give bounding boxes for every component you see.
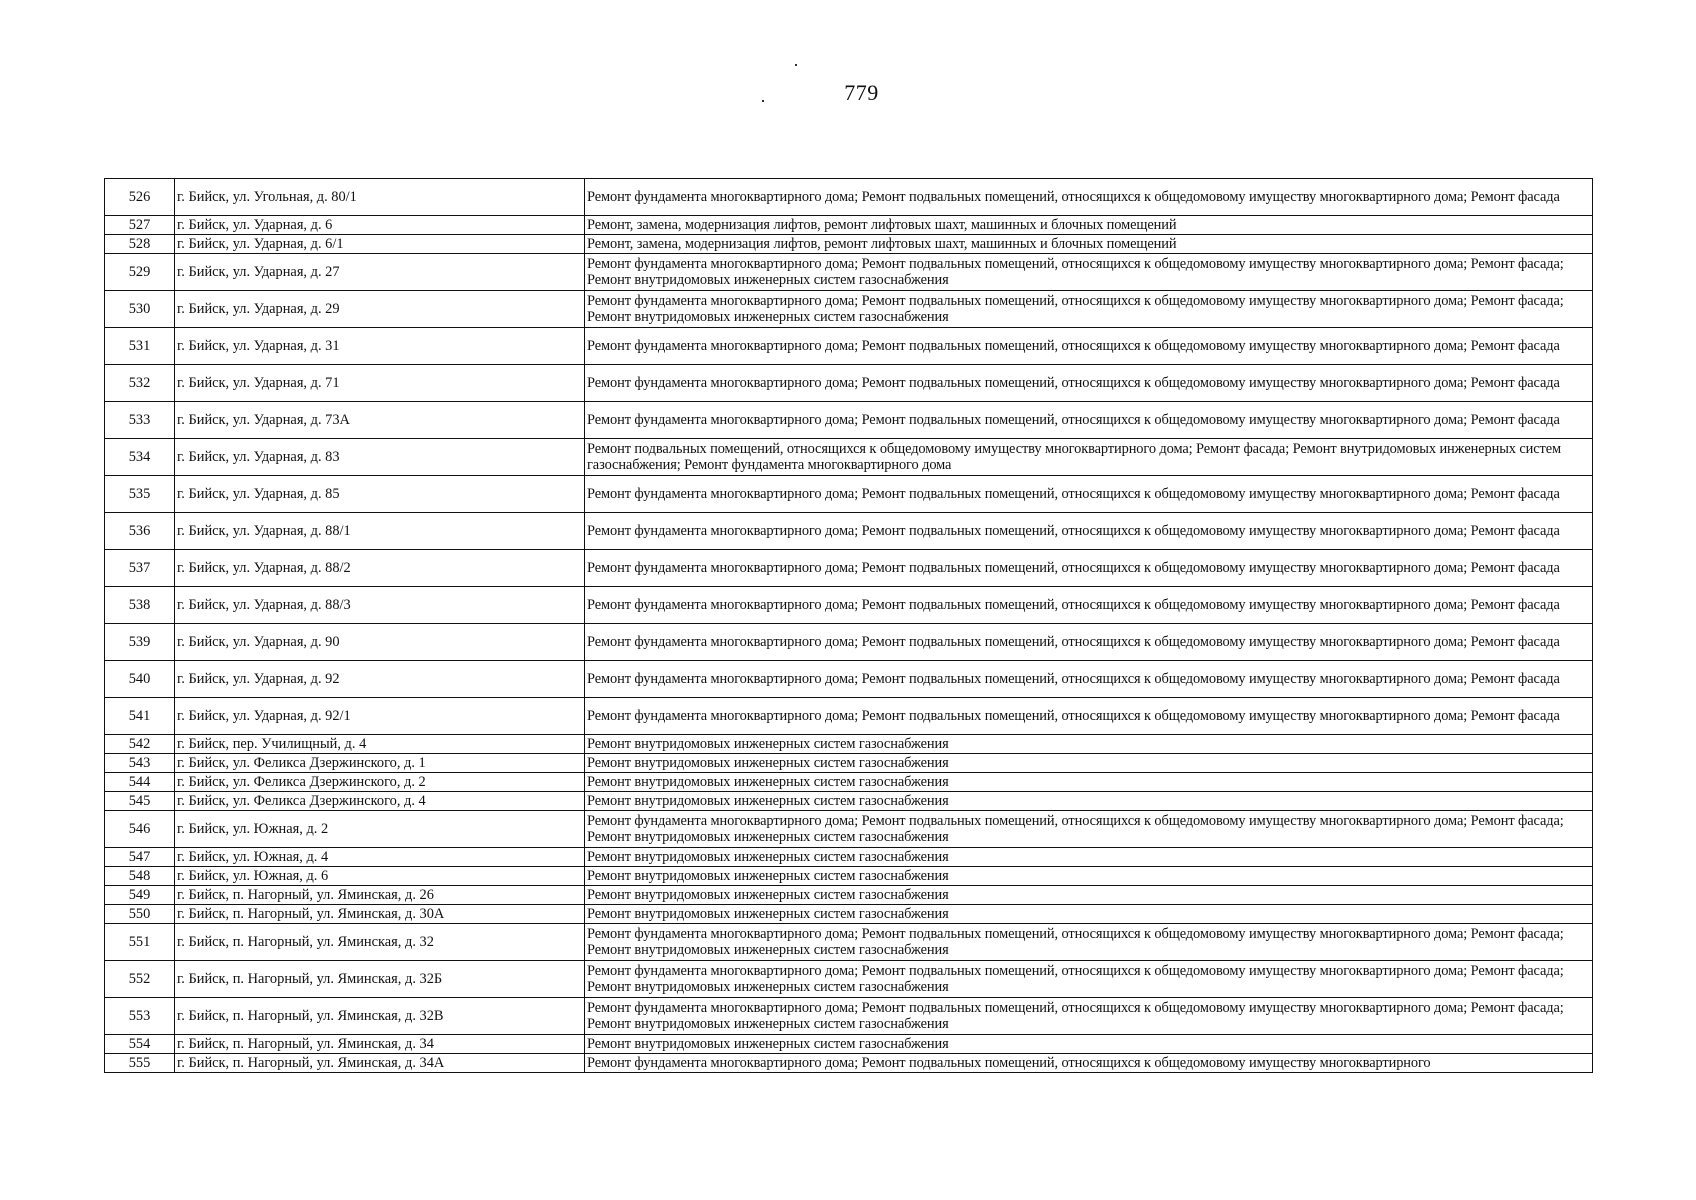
- repair-works: Ремонт фундамента многоквартирного дома; Ремонт подвальных помещений, относящихся к общедомовому имуществу многоквартирного дома; Ремонт фасада: [585, 550, 1593, 587]
- table-row: [105, 587, 1593, 624]
- repair-works: Ремонт фундамента многоквартирного дома; Ремонт подвальных помещений, относящихся к общедомовому имуществу многоквартирного дома; Ремонт фасада; Ремонт внутридомовых инженерных систем газоснабжения: [585, 998, 1593, 1035]
- building-address: г. Бийск, п. Нагорный, ул. Яминская, д. 32В: [175, 998, 585, 1035]
- repair-works: Ремонт фундамента многоквартирного дома; Ремонт подвальных помещений, относящихся к общедомовому имуществу многоквартирного: [585, 1054, 1593, 1073]
- row-number: 544: [105, 773, 175, 792]
- row-number: 545: [105, 792, 175, 811]
- building-address: г. Бийск, ул. Ударная, д. 90: [175, 624, 585, 661]
- repair-registry-table: [104, 178, 1593, 1073]
- table-row: [105, 254, 1593, 291]
- repair-works: Ремонт фундамента многоквартирного дома; Ремонт подвальных помещений, относящихся к общедомовому имуществу многоквартирного дома; Ремонт фасада: [585, 365, 1593, 402]
- row-number: 538: [105, 587, 175, 624]
- table-row: [105, 1054, 1593, 1073]
- repair-works: Ремонт фундамента многоквартирного дома; Ремонт подвальных помещений, относящихся к общедомовому имуществу многоквартирного дома; Ремонт фасада: [585, 328, 1593, 365]
- building-address: г. Бийск, ул. Ударная, д. 6/1: [175, 235, 585, 254]
- repair-works: Ремонт фундамента многоквартирного дома; Ремонт подвальных помещений, относящихся к общедомовому имуществу многоквартирного дома; Ремонт фасада; Ремонт внутридомовых инженерных систем газоснабжения: [585, 254, 1593, 291]
- table-row: [105, 811, 1593, 848]
- table-row: [105, 698, 1593, 735]
- row-number: 536: [105, 513, 175, 550]
- row-number: 552: [105, 961, 175, 998]
- building-address: г. Бийск, ул. Феликса Дзержинского, д. 4: [175, 792, 585, 811]
- repair-works: Ремонт фундамента многоквартирного дома; Ремонт подвальных помещений, относящихся к общедомовому имуществу многоквартирного дома; Ремонт фасада; Ремонт внутридомовых инженерных систем газоснабжения: [585, 924, 1593, 961]
- table-row: [105, 624, 1593, 661]
- building-address: г. Бийск, п. Нагорный, ул. Яминская, д. 34: [175, 1035, 585, 1054]
- table-row: [105, 513, 1593, 550]
- row-number: 535: [105, 476, 175, 513]
- repair-works: Ремонт внутридомовых инженерных систем газоснабжения: [585, 735, 1593, 754]
- repair-works: Ремонт внутридомовых инженерных систем газоснабжения: [585, 754, 1593, 773]
- row-number: 550: [105, 905, 175, 924]
- table-row: [105, 754, 1593, 773]
- repair-works: Ремонт, замена, модернизация лифтов, ремонт лифтовых шахт, машинных и блочных помещений: [585, 216, 1593, 235]
- page-number: 779: [844, 80, 879, 105]
- repair-works: Ремонт фундамента многоквартирного дома; Ремонт подвальных помещений, относящихся к общедомовому имуществу многоквартирного дома; Ремонт фасада: [585, 587, 1593, 624]
- row-number: 540: [105, 661, 175, 698]
- building-address: г. Бийск, п. Нагорный, ул. Яминская, д. 26: [175, 886, 585, 905]
- repair-works: Ремонт фундамента многоквартирного дома; Ремонт подвальных помещений, относящихся к общедомовому имуществу многоквартирного дома; Ремонт фасада: [585, 179, 1593, 216]
- repair-works: Ремонт внутридомовых инженерных систем газоснабжения: [585, 1035, 1593, 1054]
- repair-works: Ремонт фундамента многоквартирного дома; Ремонт подвальных помещений, относящихся к общедомовому имуществу многоквартирного дома; Ремонт фасада; Ремонт внутридомовых инженерных систем газоснабжения: [585, 291, 1593, 328]
- table-row: [105, 291, 1593, 328]
- repair-works: Ремонт фундамента многоквартирного дома; Ремонт подвальных помещений, относящихся к общедомовому имуществу многоквартирного дома; Ремонт фасада: [585, 698, 1593, 735]
- building-address: г. Бийск, ул. Ударная, д. 71: [175, 365, 585, 402]
- table-row: [105, 848, 1593, 867]
- row-number: 554: [105, 1035, 175, 1054]
- row-number: 537: [105, 550, 175, 587]
- table-row: [105, 365, 1593, 402]
- building-address: г. Бийск, ул. Южная, д. 2: [175, 811, 585, 848]
- scan-speck: [762, 100, 764, 102]
- row-number: 546: [105, 811, 175, 848]
- building-address: г. Бийск, ул. Ударная, д. 92: [175, 661, 585, 698]
- repair-works: Ремонт фундамента многоквартирного дома; Ремонт подвальных помещений, относящихся к общедомовому имуществу многоквартирного дома; Ремонт фасада: [585, 476, 1593, 513]
- table-row: [105, 792, 1593, 811]
- table-row: [105, 235, 1593, 254]
- building-address: г. Бийск, п. Нагорный, ул. Яминская, д. 30А: [175, 905, 585, 924]
- repair-works: Ремонт внутридомовых инженерных систем газоснабжения: [585, 773, 1593, 792]
- building-address: г. Бийск, ул. Ударная, д. 83: [175, 439, 585, 476]
- building-address: г. Бийск, ул. Ударная, д. 88/3: [175, 587, 585, 624]
- building-address: г. Бийск, ул. Ударная, д. 92/1: [175, 698, 585, 735]
- building-address: г. Бийск, ул. Южная, д. 4: [175, 848, 585, 867]
- building-address: г. Бийск, ул. Ударная, д. 6: [175, 216, 585, 235]
- building-address: г. Бийск, ул. Ударная, д. 73А: [175, 402, 585, 439]
- table-row: [105, 476, 1593, 513]
- repair-works: Ремонт внутридомовых инженерных систем газоснабжения: [585, 848, 1593, 867]
- repair-works: Ремонт внутридомовых инженерных систем газоснабжения: [585, 792, 1593, 811]
- building-address: г. Бийск, ул. Феликса Дзержинского, д. 1: [175, 754, 585, 773]
- building-address: г. Бийск, ул. Ударная, д. 31: [175, 328, 585, 365]
- row-number: 542: [105, 735, 175, 754]
- row-number: 530: [105, 291, 175, 328]
- row-number: 528: [105, 235, 175, 254]
- table-row: [105, 216, 1593, 235]
- row-number: 543: [105, 754, 175, 773]
- table-row: [105, 735, 1593, 754]
- building-address: г. Бийск, ул. Феликса Дзержинского, д. 2: [175, 773, 585, 792]
- building-address: г. Бийск, ул. Ударная, д. 85: [175, 476, 585, 513]
- repair-works: Ремонт внутридомовых инженерных систем газоснабжения: [585, 867, 1593, 886]
- repair-works: Ремонт фундамента многоквартирного дома; Ремонт подвальных помещений, относящихся к общедомовому имуществу многоквартирного дома; Ремонт фасада: [585, 661, 1593, 698]
- table-row: [105, 961, 1593, 998]
- table-row: [105, 402, 1593, 439]
- table-row: [105, 439, 1593, 476]
- building-address: г. Бийск, ул. Ударная, д. 27: [175, 254, 585, 291]
- row-number: 532: [105, 365, 175, 402]
- building-address: г. Бийск, ул. Ударная, д. 88/2: [175, 550, 585, 587]
- table-row: [105, 886, 1593, 905]
- repair-works: Ремонт фундамента многоквартирного дома; Ремонт подвальных помещений, относящихся к общедомовому имуществу многоквартирного дома; Ремонт фасада: [585, 402, 1593, 439]
- building-address: г. Бийск, п. Нагорный, ул. Яминская, д. 32Б: [175, 961, 585, 998]
- scan-speck: [795, 64, 797, 66]
- repair-works: Ремонт внутридомовых инженерных систем газоснабжения: [585, 905, 1593, 924]
- table-row: [105, 924, 1593, 961]
- row-number: 551: [105, 924, 175, 961]
- table-row: [105, 328, 1593, 365]
- building-address: г. Бийск, ул. Ударная, д. 88/1: [175, 513, 585, 550]
- row-number: 555: [105, 1054, 175, 1073]
- building-address: г. Бийск, пер. Училищный, д. 4: [175, 735, 585, 754]
- repair-works: Ремонт фундамента многоквартирного дома; Ремонт подвальных помещений, относящихся к общедомовому имуществу многоквартирного дома; Ремонт фасада; Ремонт внутридомовых инженерных систем газоснабжения: [585, 961, 1593, 998]
- table-row: [105, 179, 1593, 216]
- row-number: 553: [105, 998, 175, 1035]
- row-number: 533: [105, 402, 175, 439]
- row-number: 527: [105, 216, 175, 235]
- row-number: 531: [105, 328, 175, 365]
- building-address: г. Бийск, п. Нагорный, ул. Яминская, д. 32: [175, 924, 585, 961]
- repair-works: Ремонт фундамента многоквартирного дома; Ремонт подвальных помещений, относящихся к общедомовому имуществу многоквартирного дома; Ремонт фасада; Ремонт внутридомовых инженерных систем газоснабжения: [585, 811, 1593, 848]
- row-number: 529: [105, 254, 175, 291]
- table-row: [105, 867, 1593, 886]
- table-row: [105, 1035, 1593, 1054]
- repair-works: Ремонт, замена, модернизация лифтов, ремонт лифтовых шахт, машинных и блочных помещений: [585, 235, 1593, 254]
- table-row: [105, 550, 1593, 587]
- repair-works: Ремонт фундамента многоквартирного дома; Ремонт подвальных помещений, относящихся к общедомовому имуществу многоквартирного дома; Ремонт фасада: [585, 513, 1593, 550]
- row-number: 548: [105, 867, 175, 886]
- building-address: г. Бийск, п. Нагорный, ул. Яминская, д. 34А: [175, 1054, 585, 1073]
- table-row: [105, 905, 1593, 924]
- table-row: [105, 773, 1593, 792]
- building-address: г. Бийск, ул. Южная, д. 6: [175, 867, 585, 886]
- table-row: [105, 661, 1593, 698]
- repair-works: Ремонт внутридомовых инженерных систем газоснабжения: [585, 886, 1593, 905]
- row-number: 541: [105, 698, 175, 735]
- row-number: 526: [105, 179, 175, 216]
- repair-works: Ремонт фундамента многоквартирного дома; Ремонт подвальных помещений, относящихся к общедомовому имуществу многоквартирного дома; Ремонт фасада: [585, 624, 1593, 661]
- row-number: 549: [105, 886, 175, 905]
- building-address: г. Бийск, ул. Ударная, д. 29: [175, 291, 585, 328]
- table-row: [105, 998, 1593, 1035]
- building-address: г. Бийск, ул. Угольная, д. 80/1: [175, 179, 585, 216]
- row-number: 547: [105, 848, 175, 867]
- repair-works: Ремонт подвальных помещений, относящихся к общедомовому имуществу многоквартирного дома; Ремонт фасада; Ремонт внутридомовых инженерных систем газоснабжения; Ремонт фундамента многоквартирного дома: [585, 439, 1593, 476]
- row-number: 539: [105, 624, 175, 661]
- row-number: 534: [105, 439, 175, 476]
